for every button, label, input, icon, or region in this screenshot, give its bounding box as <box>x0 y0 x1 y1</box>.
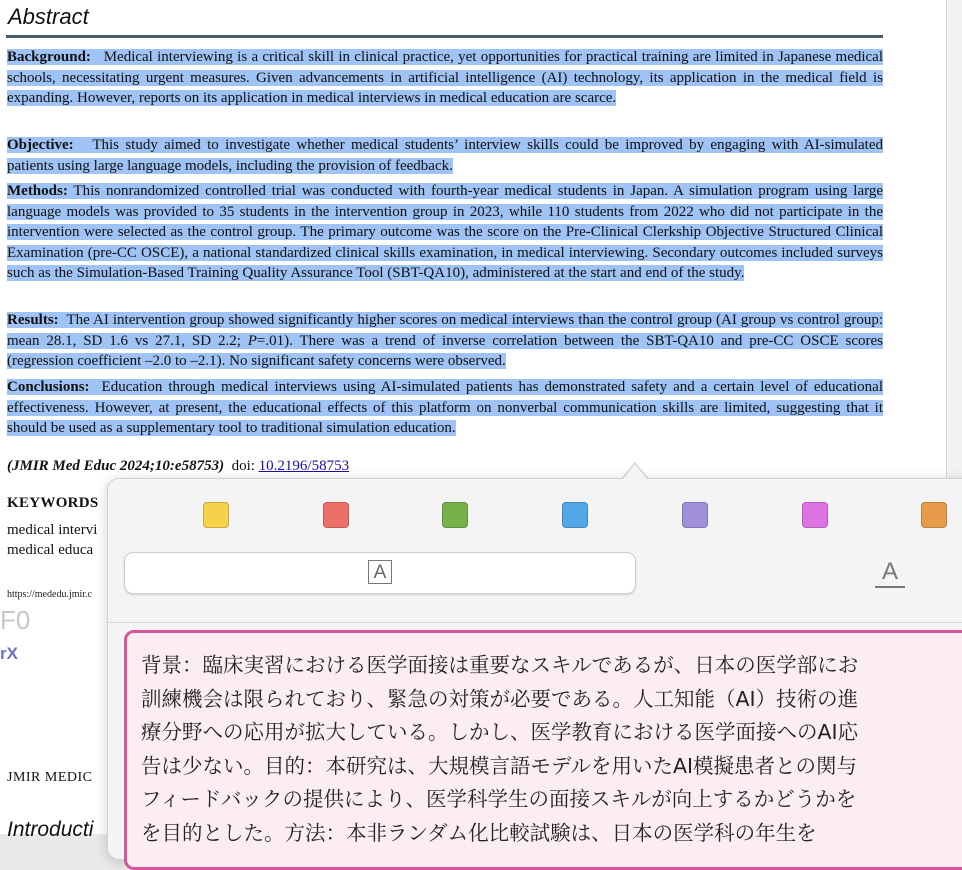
highlight-style-icon[interactable]: A <box>368 560 392 584</box>
popover-divider <box>107 622 962 623</box>
abstract-conclusions[interactable] <box>7 377 883 439</box>
heading-rule <box>6 35 883 38</box>
section-text: The AI intervention group showed significantly higher scores on medical interviews than the control group (AI group vs control group: mean 28.1, SD 1.6 vs 27.1, SD 2.2; <box>7 312 884 349</box>
color-swatch-purple[interactable] <box>682 502 708 528</box>
section-text-end: =.01). There was a trend of inverse correlation between the SBT-QA10 and pre-CC OSCE scores (regression coefficient –2.0 to –2.1). No significant safety concerns were observed. <box>7 332 883 370</box>
color-swatch-yellow[interactable] <box>203 502 229 528</box>
citation <box>7 458 349 475</box>
keywords-line: medical intervi <box>7 522 98 538</box>
underline-style-icon[interactable]: A <box>875 558 905 588</box>
color-swatch-orange[interactable] <box>921 502 947 528</box>
section-label: Objective: <box>7 137 74 153</box>
p-value-label: P <box>247 332 257 349</box>
note-line: 療分野への応用が拡大している。しかし、医学教育における医学面接へのAI応 <box>141 720 859 744</box>
section-label: Results: <box>7 312 59 328</box>
abstract-results[interactable] <box>7 310 883 372</box>
logo-fragment-bottom: rX <box>0 644 18 663</box>
note-line: を目的とした。方法：本非ランダム化比較試験は、日本の医学科の年生を <box>141 820 817 845</box>
note-line: 告は少ない。目的：本研究は、大規模言語モデルを用いたAI模擬患者との関与 <box>141 753 858 778</box>
popover-arrow-fill <box>622 464 648 480</box>
abstract-objective[interactable] <box>7 135 883 176</box>
abstract-methods[interactable] <box>7 181 883 284</box>
note-textarea[interactable] <box>124 630 962 870</box>
section-label: Conclusions: <box>7 379 90 395</box>
note-line: 背景：臨床実習における医学面接は重要なスキルであるが、日本の医学部にお <box>141 653 859 677</box>
note-text[interactable] <box>141 649 962 850</box>
running-header: JMIR MEDIC <box>7 770 93 785</box>
introduction-heading: Introducti <box>7 818 94 841</box>
note-line: フィードバックの提供により、医学科学生の面接スキルが向上するかどうかを <box>141 787 857 811</box>
color-swatch-red[interactable] <box>323 502 349 528</box>
section-text: Medical interviewing is a critical skill in clinical practice, yet opportunities for practical training are limited in Japanese medical schools, necessitating urgent measures. Given advancements in artificial intelligence (AI) technology, its application in the medical field is expanding. However, reports on its application in medical interviews in medical education are scarce. <box>7 49 883 107</box>
section-text: This study aimed to investigate whether medical students’ interview skills could be improved by engaging with AI-simulated patients using large language models, including the provision of feedback. <box>7 137 883 174</box>
section-text: This nonrandomized controlled trial was conducted with fourth-year medical students in Japan. A simulation program using large language models was provided to 35 students in the intervention group in 2023, while 110 students from 2022 who did not participate in the intervention were selected as the control group. The primary outcome was the score on the Pre-Clinical Clerkship Objective Structured Clinical Examination (pre-CC OSCE), a national standardized clinical skills examination, in medical interviewing. Secondary outcomes included surveys such as the Simulation-Based Training Quality Assurance Tool (SBT-QA10), administered at the start and end of the study. <box>7 183 883 282</box>
keywords-line: medical educa <box>7 542 94 558</box>
keywords-heading: KEYWORDS <box>7 495 99 511</box>
note-line: 訓練機会は限られており、緊急の対策が必要である。人工知能（AI）技術の進 <box>141 686 859 711</box>
section-label: Methods: <box>7 183 68 199</box>
color-swatch-green[interactable] <box>442 502 468 528</box>
abstract-heading: Abstract <box>8 4 89 29</box>
logo-fragment-top: F0 <box>0 605 31 635</box>
color-swatch-blue[interactable] <box>562 502 588 528</box>
section-label: Background: <box>7 49 91 65</box>
page-url: https://mededu.jmir.c <box>7 589 92 600</box>
section-text: Education through medical interviews using AI-simulated patients has demonstrated safety and a certain level of educational effectiveness. However, at present, the educational effects of this platform on nonverbal communication skills are limited, suggesting that it should be used as a supplementary tool to traditional simulation education. <box>7 379 884 437</box>
citation-journal: (JMIR Med Educ 2024;10:e58753) <box>7 458 225 474</box>
doi-label: doi: <box>231 458 255 474</box>
color-swatch-pink[interactable] <box>802 502 828 528</box>
abstract-background[interactable] <box>7 47 883 109</box>
doi-link[interactable]: 10.2196/58753 <box>258 458 350 474</box>
